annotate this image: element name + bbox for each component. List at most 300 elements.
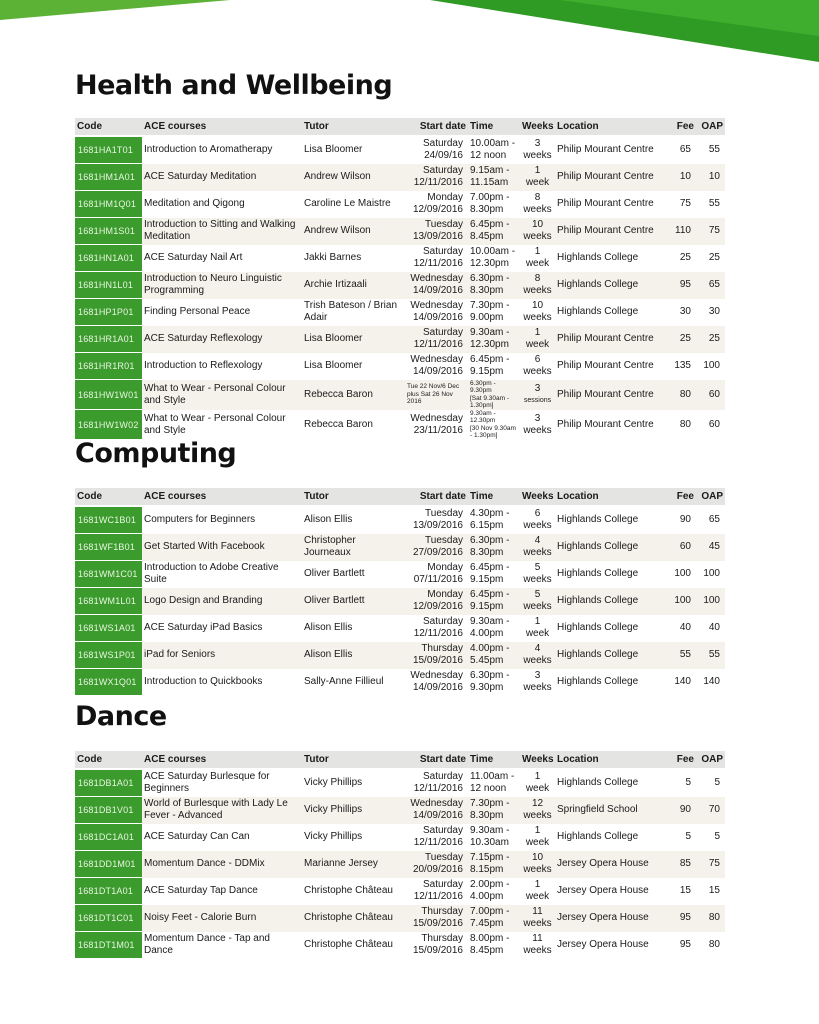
time-start: 11.00am - [470,771,515,783]
time-start: 10.00am - [470,138,516,150]
course-name: ACE Saturday Meditation [142,164,302,191]
course-code: 1681DT1A01 [75,878,142,905]
column-header-fee: Fee [667,118,696,136]
weeks-cell [520,932,555,959]
weeks-unit: weeks [523,574,552,585]
course-name: Momentum Dance - Tap and Dance [144,933,270,956]
tutor-name: Trish Bateson / Brian Adair [304,300,398,323]
start-day: Saturday [422,246,463,257]
weeks-cell [520,353,555,380]
table-row [75,769,725,797]
column-header-course: ACE courses [142,488,302,506]
start-day: Tue 22 Nov/6 Dec [407,383,460,391]
start-date-cell [405,905,468,932]
oap-fee-value: 60 [708,418,720,430]
tutor-name: Vicky Phillips [304,831,363,842]
course-code: 1681HR1R01 [75,353,142,380]
weeks-cell [520,769,555,797]
weeks-unit: weeks [523,547,552,558]
tutor-name: Alison Ellis [304,622,353,633]
weeks-unit: weeks [523,682,552,693]
tutor-name: Alison Ellis [304,514,353,526]
course-code: 1681WC1B01 [75,506,142,534]
weeks-cell [520,642,555,669]
oap-fee-value: 70 [696,797,725,824]
fee-value: 95 [679,939,691,950]
time-end: 8.45pm [470,231,504,242]
time-start: 6.45pm - [470,219,510,230]
start-date-cell [405,326,468,353]
time-start: 7.15pm - [470,852,510,863]
weeks-count: 4 [534,535,541,546]
weeks-count: 1 week [525,771,550,795]
column-header-weeks: Weeks [520,751,555,769]
table-row [75,245,725,272]
time-start: 4.00pm - [470,643,510,654]
column-header-code: Code [75,488,142,506]
course-name: ACE Saturday Can Can [144,831,250,842]
column-header-tutor: Tutor [302,118,405,136]
course-code: 1681HN1L01 [75,272,142,299]
start-date-cell [405,136,468,164]
table-row [75,218,725,245]
start-date: 12/11/2016 [413,177,463,188]
oap-fee-value: 140 [703,676,720,687]
start-date-cell [405,588,468,615]
start-day: Tuesday [425,852,463,863]
table-row [75,932,725,959]
time-start: 9.30am - 12.30pm [470,409,496,424]
start-date: 27/09/2016 [412,547,463,558]
start-date-cell [405,932,468,959]
location: Philip Mourant Centre [555,380,667,410]
course-code: 1681DB1A01 [75,769,142,797]
start-day: Wednesday [410,273,463,284]
start-day: Thursday [421,643,463,654]
tutor-name: Christophe Château [302,905,405,932]
time-cell [468,615,520,642]
start-date: 13/09/2016 [412,520,463,532]
course-name: Introduction to Adobe Creative Suite [144,562,279,585]
tutor-name: Lisa Bloomer [304,144,363,156]
time-end: 4.00pm [470,628,504,639]
column-header-location: Location [555,751,667,769]
start-date-cell [405,824,468,851]
weeks-count: 11 [532,906,543,917]
start-date: 14/09/2016 [412,366,463,377]
weeks-cell [520,669,555,696]
table-row [75,561,725,588]
time-end: 10.30am [470,837,509,848]
weeks-count: 10 [531,219,544,230]
tutor-name: Lisa Bloomer [304,360,363,371]
weeks-unit: weeks [523,424,552,436]
tutor-name: Oliver Bartlett [302,588,405,615]
course-name: ACE Saturday Burlesque for Beginners [144,771,270,795]
location: Highlands College [555,272,667,299]
weeks-cell [520,410,555,440]
weeks-cell [520,615,555,642]
table-row [75,797,725,824]
start-date: 14/09/2016 [412,312,463,323]
oap-fee-value: 60 [696,380,725,410]
course-name: Finding Personal Peace [144,306,251,317]
start-date-cell [405,506,468,534]
weeks-cell [520,561,555,588]
oap-fee-value: 75 [696,851,725,878]
course-name: Noisy Feet - Calorie Burn [142,905,302,932]
weeks-count: 1 week [525,879,550,902]
time-end: 9.15pm [470,601,504,612]
section-title-health: Health and Wellbeing [75,70,393,101]
column-header-tutor: Tutor [302,488,405,506]
start-date-cell [405,191,468,218]
oap-fee-value: 55 [708,144,720,156]
oap-fee-value: 75 [696,218,725,245]
course-name: Introduction to Reflexology [144,360,263,371]
location: Highlands College [555,642,667,669]
time-end: 9.15pm [470,366,504,377]
course-name: What to Wear - Personal Colour and Style [142,380,302,410]
course-name: Introduction to Neuro Linguistic Programming [142,272,302,299]
tutor-name: Jakki Barnes [304,252,362,263]
time-end: 9.00pm [470,312,504,323]
course-name: World of Burlesque with Lady Le Fever - Advanced [142,797,302,824]
column-header-location: Location [555,118,667,136]
weeks-count: 5 [534,589,541,600]
tutor-name: Christophe Château [304,939,393,950]
course-code: 1681HM1Q01 [75,191,142,218]
weeks-count: 10 [531,300,544,311]
start-date: 15/09/2016 [412,918,463,929]
weeks-unit: weeks [523,366,552,377]
start-date: plus Sat 26 Nov 2016 [407,390,453,406]
table-row [75,669,725,696]
weeks-count: 1 week [525,246,550,269]
weeks-cell [520,164,555,191]
time-start: 9.30am - [470,327,510,338]
fee-value: 25 [679,252,691,263]
course-code: 1681WM1L01 [75,588,142,615]
weeks-unit: weeks [523,150,552,162]
table-header-row [75,751,725,769]
column-header-fee: Fee [667,751,696,769]
table-row [75,588,725,615]
column-header-oap: OAP [696,751,725,769]
course-name: ACE Saturday Reflexology [142,326,302,353]
column-header-time: Time [468,488,520,506]
start-date: 07/11/2016 [413,574,463,585]
table-row [75,878,725,905]
location: Jersey Opera House [557,939,649,950]
course-code: 1681HA1T01 [75,136,142,164]
course-code: 1681DC1A01 [75,824,142,851]
weeks-unit: weeks [523,312,552,323]
time-end: 9.15pm [470,574,504,585]
weeks-cell [520,588,555,615]
table-header-row [75,118,725,136]
oap-fee-value: 80 [708,939,720,950]
time-cell [468,878,520,905]
column-header-tutor: Tutor [302,751,405,769]
location: Jersey Opera House [555,905,667,932]
time-end: 6.15pm [470,520,504,532]
fee-value: 90 [679,514,691,526]
start-day: Wednesday [410,798,463,809]
oap-fee-value: 25 [708,252,720,263]
weeks-count: 8 [534,192,541,203]
table-row [75,326,725,353]
column-header-weeks: Weeks [520,488,555,506]
weeks-cell [520,851,555,878]
tutor-name: Marianne Jersey [302,851,405,878]
course-name: ACE Saturday Tap Dance [144,885,258,896]
time-cell [468,932,520,959]
time-cell [468,642,520,669]
weeks-count: 3 [534,412,541,424]
time-end: 7.45pm [470,918,504,929]
course-code: 1681HW1W01 [75,380,142,410]
start-date: 14/09/2016 [412,285,463,296]
start-date-cell [405,851,468,878]
location: Springfield School [555,797,667,824]
time-start: 7.30pm - [470,798,510,809]
oap-fee-value: 65 [708,514,720,526]
fee-value: 100 [667,588,696,615]
fee-value: 100 [674,568,691,579]
table-row [75,380,725,410]
start-date: 24/09/16 [424,150,463,162]
weeks-cell [520,534,555,561]
course-code: 1681WX1Q01 [75,669,142,696]
weeks-count: 11 [532,933,543,944]
time-end: 11.15am [470,177,509,188]
location: Highlands College [555,534,667,561]
fee-value: 25 [667,326,696,353]
tutor-name: Archie Irtizaali [302,272,405,299]
start-date-cell [405,669,468,696]
column-header-weeks: Weeks [520,118,555,136]
table-row [75,299,725,326]
start-date-cell [405,561,468,588]
tutor-name: Andrew Wilson [302,218,405,245]
start-date: 20/09/2016 [412,864,463,875]
time-start: 8.00pm - [470,933,510,944]
weeks-count: 1 week [525,165,550,188]
start-day: Saturday [422,825,463,836]
fee-value: 135 [674,360,691,371]
oap-fee-value: 65 [696,272,725,299]
weeks-cell [520,326,555,353]
start-day: Monday [427,589,463,600]
computing-courses-table [75,488,725,696]
weeks-count: 3 [534,382,541,394]
course-name: iPad for Seniors [142,642,302,669]
course-code: 1681DD1M01 [75,851,142,878]
start-day: Monday [427,562,463,573]
location: Jersey Opera House [557,885,649,896]
time-end: 8.45pm [470,945,504,956]
table-row [75,905,725,932]
course-name: Introduction to Quickbooks [144,676,263,687]
time-cell [468,561,520,588]
fee-value: 60 [667,534,696,561]
location: Philip Mourant Centre [555,218,667,245]
tutor-name: Vicky Phillips [302,797,405,824]
start-day: Thursday [421,933,463,944]
start-day: Saturday [422,138,463,150]
weeks-cell [520,218,555,245]
location: Highlands College [555,588,667,615]
weeks-count: 12 [531,798,544,809]
course-code: 1681DB1V01 [75,797,142,824]
time-start: 6.30pm - [470,535,510,546]
start-day: Tuesday [425,219,463,230]
fee-value: 5 [685,777,691,789]
time-end: 8.30pm [470,547,504,558]
weeks-unit: weeks [523,520,552,532]
time-start: 7.00pm - [470,192,510,203]
course-name: Introduction to Aromatherapy [144,144,273,156]
tutor-name: Oliver Bartlett [304,568,365,579]
time-cell [468,824,520,851]
start-date: 12/11/2016 [413,783,463,795]
table-row [75,824,725,851]
course-code: 1681WM1C01 [75,561,142,588]
start-day: Tuesday [425,535,463,546]
start-date-cell [405,534,468,561]
course-name: ACE Saturday Nail Art [144,252,243,263]
column-header-oap: OAP [696,118,725,136]
location: Highlands College [557,568,639,579]
oap-fee-value: 100 [703,360,720,371]
time-start: 6.30pm - [470,670,510,681]
table-row [75,410,725,440]
oap-fee-value: 45 [696,534,725,561]
time-cell [468,905,520,932]
fee-value: 95 [667,905,696,932]
start-date-cell [405,245,468,272]
start-date: 12/11/2016 [413,339,463,350]
start-date: 23/11/2016 [413,424,463,436]
start-date: 12/09/2016 [412,204,463,215]
health-courses-table [75,118,725,440]
weeks-cell [520,380,555,410]
start-date: 13/09/2016 [412,231,463,242]
oap-fee-value: 55 [708,198,720,209]
start-day: Wednesday [410,300,463,311]
location: Highlands College [557,777,639,789]
time-cell [468,769,520,797]
course-code: 1681HM1A01 [75,164,142,191]
start-date: 12/11/2016 [413,258,463,269]
column-header-location: Location [555,488,667,506]
location: Philip Mourant Centre [557,198,654,209]
location: Philip Mourant Centre [557,360,654,371]
weeks-unit: weeks [523,945,552,956]
weeks-unit: sessions [523,396,552,404]
time-cell [468,410,520,440]
start-date-cell [405,299,468,326]
course-name: Get Started With Facebook [142,534,302,561]
time-cell [468,534,520,561]
weeks-count: 4 [534,643,541,654]
start-date-cell [405,218,468,245]
location: Philip Mourant Centre [557,418,654,430]
time-end: 12 noon [470,783,507,795]
time-cell [468,164,520,191]
time-end: 12 noon [470,150,507,162]
fee-value: 15 [679,885,691,896]
course-code: 1681DT1C01 [75,905,142,932]
table-row [75,164,725,191]
location: Philip Mourant Centre [557,144,654,156]
start-date: 12/09/2016 [412,601,463,612]
fee-value: 40 [679,622,691,633]
course-code: 1681HW1W02 [75,410,142,440]
fee-value: 65 [679,144,691,156]
location: Highlands College [557,252,639,263]
oap-fee-value: 15 [708,885,720,896]
time-end: 12.30pm [470,339,509,350]
top-green-banner [0,0,819,70]
oap-fee-value: 5 [714,777,720,789]
location: Highlands College [557,306,639,317]
location: Highlands College [557,831,639,842]
start-date-cell [405,642,468,669]
course-name: Computers for Beginners [144,514,256,526]
time-end: [Sat 9.30am - 1.30pm] [470,394,510,409]
weeks-unit: weeks [523,231,552,242]
time-start: 7.30pm - [470,300,510,311]
start-date-cell [405,797,468,824]
time-cell [468,299,520,326]
fee-value: 140 [674,676,691,687]
start-date: 12/11/2016 [413,837,463,848]
oap-fee-value: 55 [696,642,725,669]
weeks-cell [520,245,555,272]
weeks-count: 8 [534,273,541,284]
weeks-count: 10 [531,852,544,863]
start-day: Saturday [422,771,463,783]
time-end: 8.30pm [470,204,504,215]
fee-value: 55 [667,642,696,669]
time-end: 8.15pm [470,864,504,875]
table-header-row [75,488,725,506]
time-start: 6.30pm - 9.30pm [470,379,496,394]
start-day: Tuesday [425,508,463,520]
location: Highlands College [557,676,639,687]
table-row [75,642,725,669]
location: Jersey Opera House [555,851,667,878]
oap-fee-value: 80 [696,905,725,932]
fee-value: 85 [667,851,696,878]
time-cell [468,218,520,245]
course-name: ACE Saturday iPad Basics [144,622,263,633]
time-cell [468,326,520,353]
time-start: 6.45pm - [470,589,510,600]
start-date-cell [405,272,468,299]
weeks-cell [520,824,555,851]
weeks-count: 5 [534,562,541,573]
tutor-name: Lisa Bloomer [302,326,405,353]
time-cell [468,851,520,878]
weeks-count: 1 week [525,616,550,639]
tutor-name: Rebecca Baron [302,380,405,410]
start-date-cell [405,878,468,905]
fee-value: 5 [685,831,691,842]
tutor-name: Sally-Anne Fillieul [304,676,384,687]
